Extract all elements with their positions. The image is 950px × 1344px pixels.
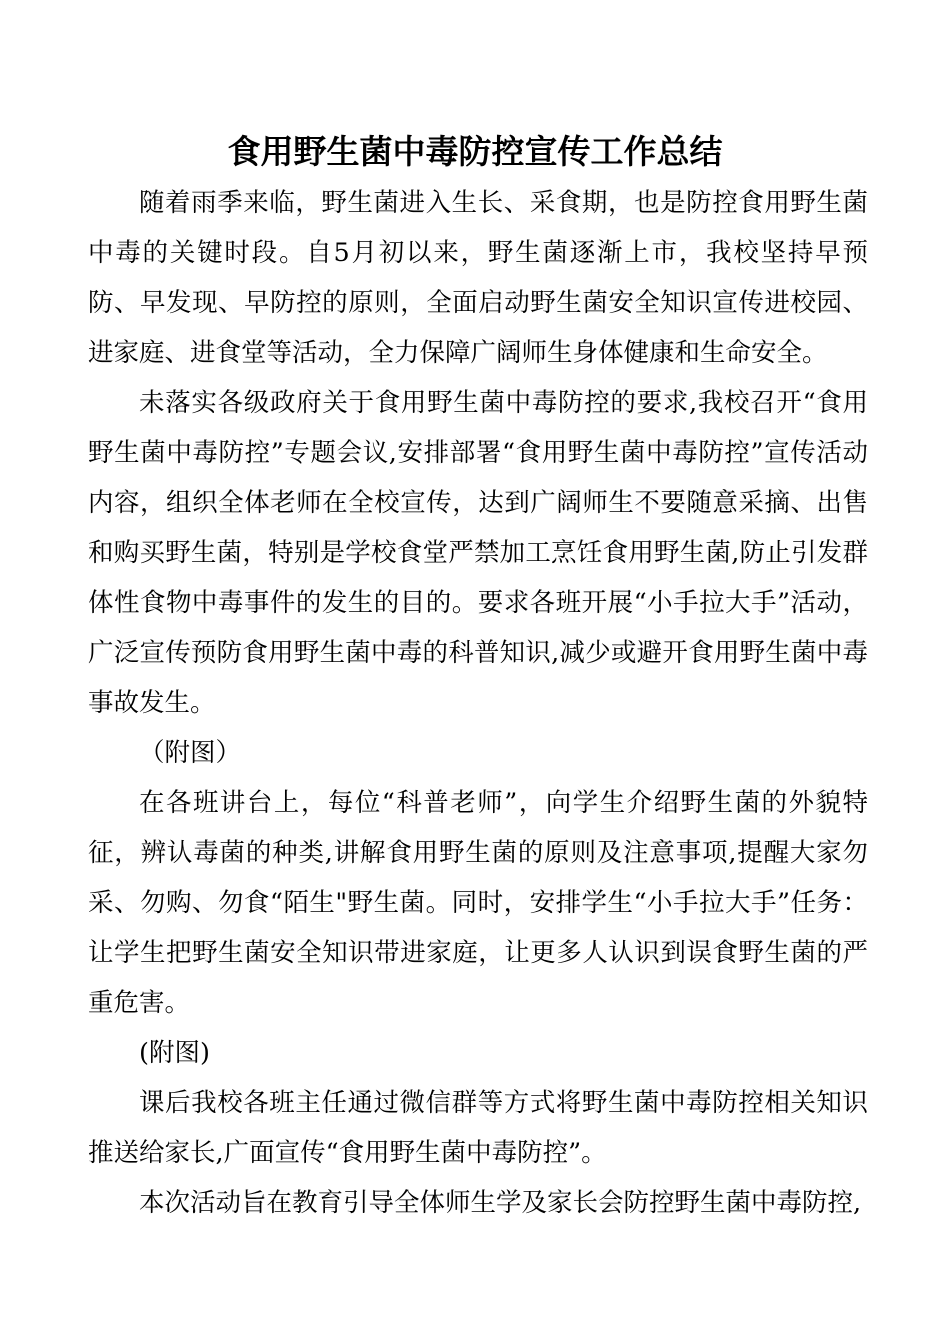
document-title: 食用野生菌中毒防控宣传工作总结 bbox=[227, 132, 723, 171]
figure-caption-1: （附图） bbox=[139, 738, 242, 768]
figure-caption-2: (附图) bbox=[139, 1038, 210, 1068]
paragraph-summary: 本次活动旨在教育引导全体师生学及家长会防控野生菌中毒防控, bbox=[139, 1188, 862, 1218]
document-body bbox=[88, 178, 868, 1228]
paragraph-classroom: 在各班讲台上，每位“科普老师”，向学生介绍野生菌的外貌特征，辨认毒菌的种类,讲解食用野生菌的原则及注意事项,提醒大家勿采、勿购、勿食“陌生"野生菌。同时，安排学生“小手拉大手”任务：让学生把野生菌安全知识带进家庭，让更多人认识到误食野生菌的严重危害。 bbox=[88, 788, 868, 1018]
paragraph-meeting: 未落实各级政府关于食用野生菌中毒防控的要求,我校召开“食用野生菌中毒防控”专题会议,安排部署“食用野生菌中毒防控”宣传活动内容，组织全体老师在全校宣传，达到广阔师生不要随意采摘、出售和购买野生菌，特别是学校食堂严禁加工烹饪食用野生菌,防止引发群体性食物中毒事件的发生的目的。要求各班开展“小手拉大手”活动，广泛宣传预防食用野生菌中毒的科普知识,减少或避开食用野生菌中毒事故发生。 bbox=[88, 388, 868, 718]
paragraph-intro: 随着雨季来临，野生菌进入生长、采食期，也是防控食用野生菌中毒的关键时段。自5月初以来，野生菌逐渐上市，我校坚持早预防、早发现、早防控的原则，全面启动野生菌安全知识宣传进校园、进家庭、进食堂等活动，全力保障广阔师生身体健康和生命安全。 bbox=[88, 188, 868, 368]
paragraph-parents: 课后我校各班主任通过微信群等方式将野生菌中毒防控相关知识推送给家长,广面宣传“食用野生菌中毒防控”。 bbox=[88, 1088, 868, 1168]
